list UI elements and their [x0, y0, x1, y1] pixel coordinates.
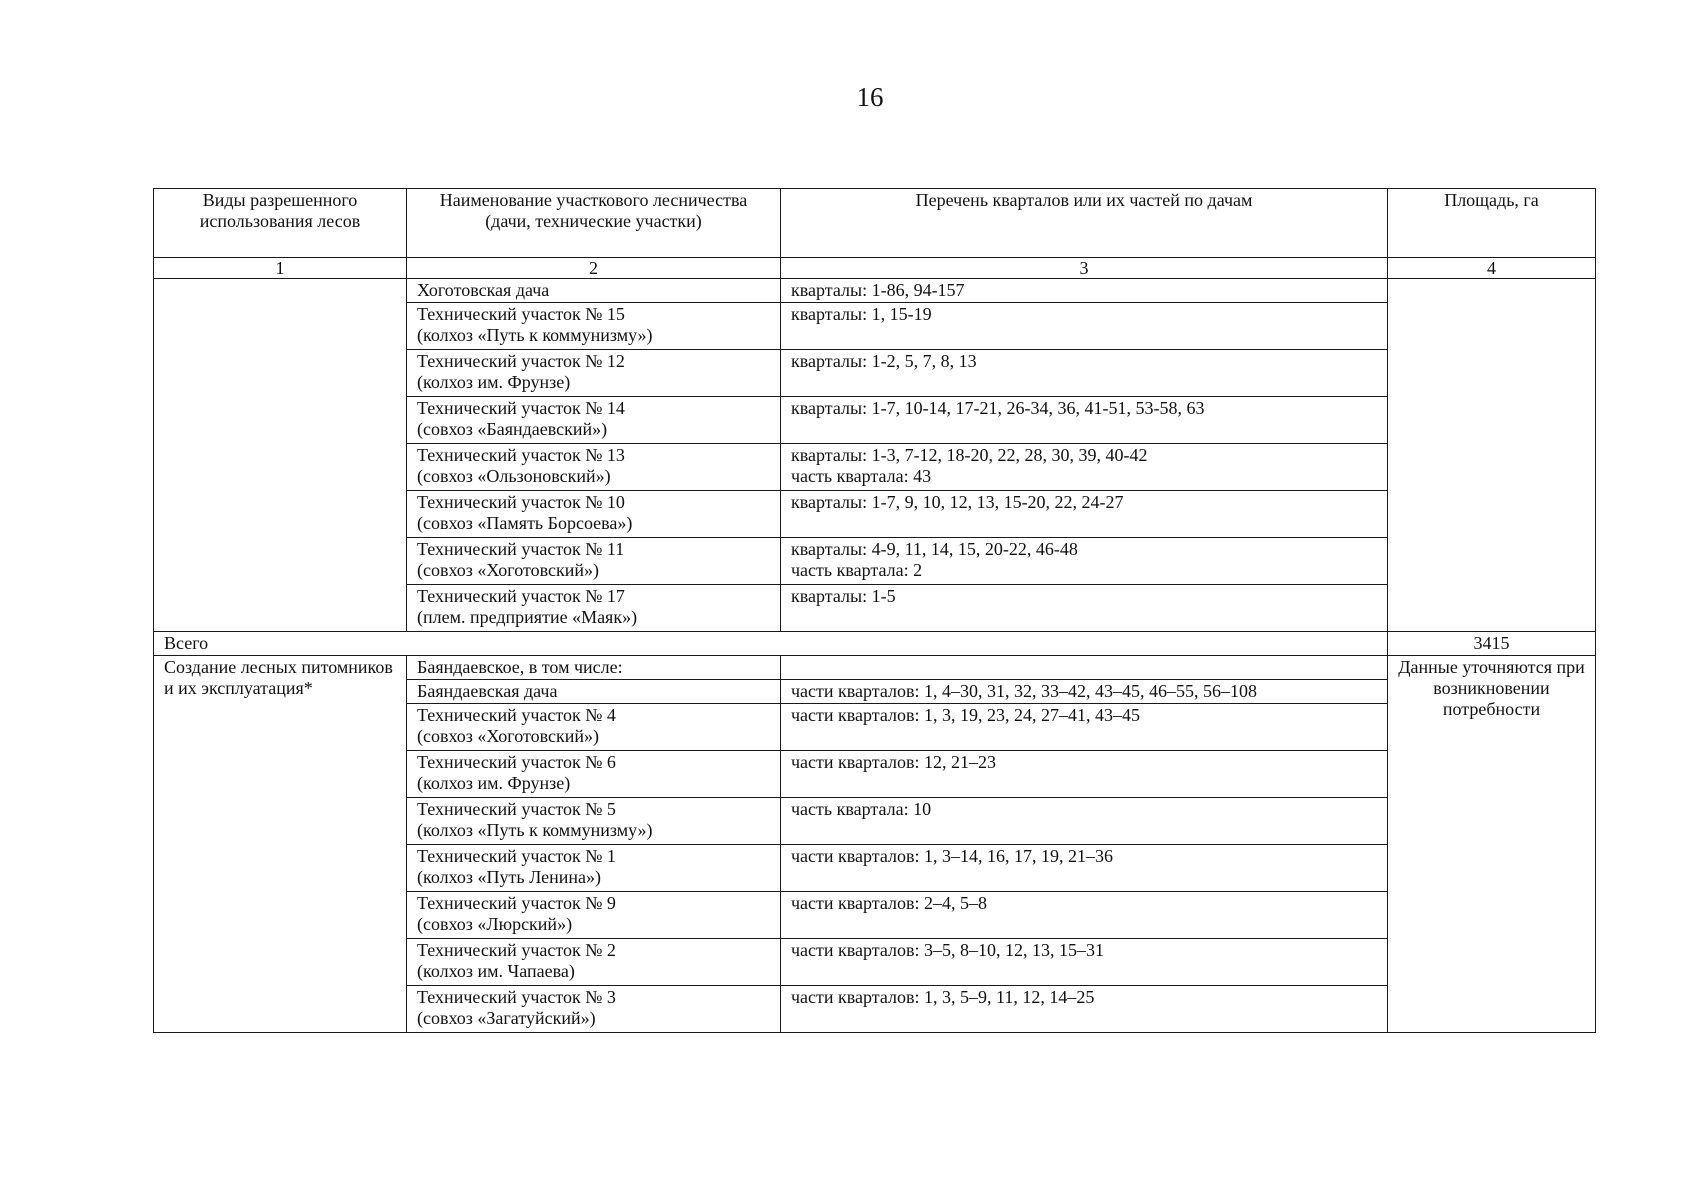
site-owner: (плем. предприятие «Маяк») — [417, 607, 638, 627]
quarters-text: часть квартала: 10 — [791, 799, 932, 819]
site-name: Технический участок № 10 — [417, 492, 625, 512]
site-owner: (совхоз «Люрский») — [417, 914, 573, 934]
quarters-cell — [781, 986, 1388, 1033]
site-name: Технический участок № 9 — [417, 893, 616, 913]
site-name: Технический участок № 15 — [417, 304, 625, 324]
site-owner: (колхоз им. Фрунзе) — [417, 372, 571, 392]
quarters-text: части кварталов: 2–4, 5–8 — [791, 893, 988, 913]
column-number: 4 — [1388, 258, 1596, 279]
quarters-part-text: часть квартала: 2 — [791, 560, 923, 580]
column-number: 2 — [407, 258, 781, 279]
site-name: Технический участок № 17 — [417, 586, 625, 606]
site-owner: (совхоз «Память Борсоева») — [417, 513, 633, 533]
site-owner: (совхоз «Загатуйский») — [417, 1008, 596, 1028]
quarters-text: части кварталов: 1, 3–14, 16, 17, 19, 21–36 — [791, 846, 1114, 866]
column-number: 3 — [781, 258, 1388, 279]
site-cell — [407, 939, 781, 986]
quarters-text: части кварталов: 1, 3, 19, 23, 24, 27–41, 43–45 — [791, 705, 1141, 725]
use-type-cell: Создание лесных питомников и их эксплуатация* — [154, 656, 407, 1033]
site-name: Технический участок № 5 — [417, 799, 616, 819]
site-name: Технический участок № 3 — [417, 987, 616, 1007]
site-cell — [407, 538, 781, 585]
site-name: Баяндаевская дача — [417, 681, 558, 701]
site-owner: (совхоз «Баяндаевский») — [417, 419, 608, 439]
quarters-cell — [781, 704, 1388, 751]
site-name: Баяндаевское, в том числе: — [417, 657, 623, 677]
header-forestry-name: Наименование участкового лесничества (дачи, технические участки) — [407, 189, 781, 258]
use-type-cell-empty — [154, 279, 407, 632]
site-owner: (колхоз им. Чапаева) — [417, 961, 575, 981]
site-cell — [407, 656, 781, 680]
quarters-text: части кварталов: 1, 4–30, 31, 32, 33–42, 43–45, 46–55, 56–108 — [791, 681, 1258, 701]
area-note-cell: Данные уточняются при возникновении потребности — [1388, 656, 1596, 1033]
site-owner: (совхоз «Хоготовский») — [417, 560, 599, 580]
site-name: Технический участок № 12 — [417, 351, 625, 371]
site-name: Технический участок № 14 — [417, 398, 625, 418]
area-cell-empty — [1388, 279, 1596, 632]
site-name: Технический участок № 1 — [417, 846, 616, 866]
site-owner: (совхоз «Ользоновский») — [417, 466, 611, 486]
site-cell — [407, 585, 781, 632]
quarters-text: кварталы: 1-5 — [791, 586, 896, 606]
quarters-text: кварталы: 1-3, 7-12, 18-20, 22, 28, 30, 39, 40-42 — [791, 445, 1148, 465]
site-cell — [407, 892, 781, 939]
site-cell — [407, 397, 781, 444]
column-number: 1 — [154, 258, 407, 279]
header-use-types: Виды разрешенного использования лесов — [154, 189, 407, 258]
quarters-text: части кварталов: 12, 21–23 — [791, 752, 997, 772]
site-cell — [407, 986, 781, 1033]
page-number: 16 — [856, 82, 884, 112]
quarters-text: кварталы: 1-86, 94-157 — [791, 280, 965, 300]
site-name: Технический участок № 11 — [417, 539, 625, 559]
quarters-cell — [781, 538, 1388, 585]
quarters-cell — [781, 350, 1388, 397]
quarters-cell — [781, 939, 1388, 986]
site-name: Хоготовская дача — [417, 280, 550, 300]
site-name: Технический участок № 6 — [417, 752, 616, 772]
quarters-text: кварталы: 4-9, 11, 14, 15, 20-22, 46-48 — [791, 539, 1078, 559]
quarters-cell — [781, 845, 1388, 892]
site-cell — [407, 680, 781, 704]
site-owner: (колхоз «Путь к коммунизму») — [417, 325, 653, 345]
quarters-text: части кварталов: 1, 3, 5–9, 11, 12, 14–25 — [791, 987, 1095, 1007]
total-label: Всего — [154, 632, 1388, 656]
quarters-cell — [781, 397, 1388, 444]
quarters-cell — [781, 751, 1388, 798]
quarters-text: части кварталов: 3–5, 8–10, 12, 13, 15–31 — [791, 940, 1105, 960]
quarters-text: кварталы: 1-7, 10-14, 17-21, 26-34, 36, 41-51, 53-58, 63 — [791, 398, 1205, 418]
quarters-cell — [781, 656, 1388, 680]
site-cell — [407, 845, 781, 892]
quarters-part-text: часть квартала: 43 — [791, 466, 932, 486]
site-cell — [407, 491, 781, 538]
site-cell — [407, 798, 781, 845]
site-cell — [407, 751, 781, 798]
site-name: Технический участок № 2 — [417, 940, 616, 960]
forest-use-table — [153, 188, 1596, 1033]
site-cell — [407, 279, 781, 303]
column-number-row — [154, 258, 1596, 279]
quarters-cell — [781, 892, 1388, 939]
header-row — [154, 189, 1596, 258]
table-row — [154, 656, 1596, 680]
quarters-cell — [781, 303, 1388, 350]
quarters-cell — [781, 491, 1388, 538]
site-cell — [407, 704, 781, 751]
site-cell — [407, 444, 781, 491]
site-owner: (совхоз «Хоготовский») — [417, 726, 599, 746]
site-name: Технический участок № 13 — [417, 445, 625, 465]
site-owner: (колхоз «Путь Ленина») — [417, 867, 602, 887]
quarters-text: кварталы: 1-2, 5, 7, 8, 13 — [791, 351, 977, 371]
quarters-cell — [781, 798, 1388, 845]
total-value: 3415 — [1388, 632, 1596, 656]
table-row — [154, 279, 1596, 303]
quarters-cell — [781, 680, 1388, 704]
quarters-cell — [781, 585, 1388, 632]
quarters-text: кварталы: 1, 15-19 — [791, 304, 932, 324]
header-area: Площадь, га — [1388, 189, 1596, 258]
total-row — [154, 632, 1596, 656]
quarters-cell — [781, 279, 1388, 303]
quarters-text: кварталы: 1-7, 9, 10, 12, 13, 15-20, 22, 24-27 — [791, 492, 1124, 512]
quarters-cell — [781, 444, 1388, 491]
site-name: Технический участок № 4 — [417, 705, 616, 725]
site-cell — [407, 350, 781, 397]
site-owner: (колхоз «Путь к коммунизму») — [417, 820, 653, 840]
header-quarters-list: Перечень кварталов или их частей по дачам — [781, 189, 1388, 258]
site-cell — [407, 303, 781, 350]
site-owner: (колхоз им. Фрунзе) — [417, 773, 571, 793]
